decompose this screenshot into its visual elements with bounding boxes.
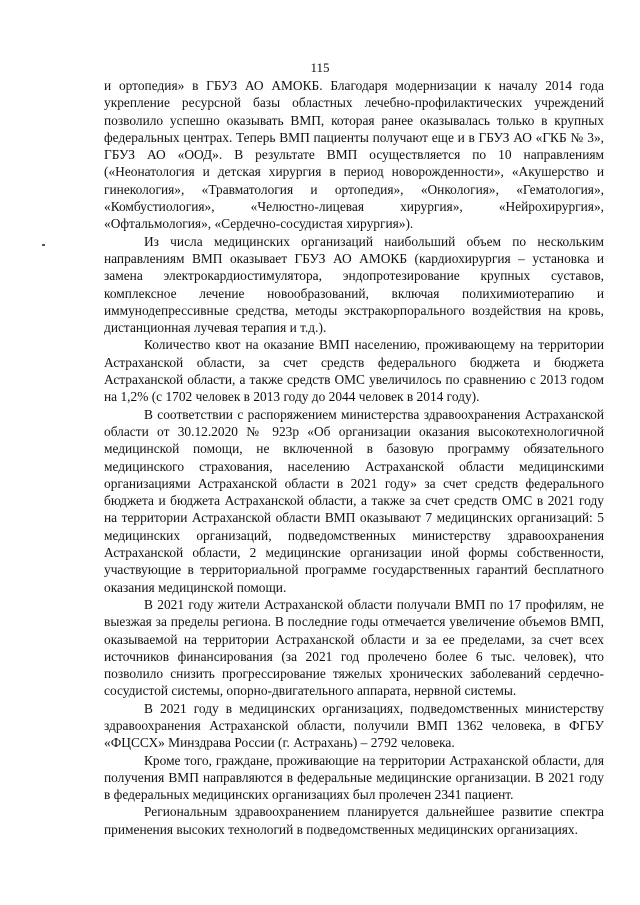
page-number: 115: [310, 60, 330, 75]
body-text: [104, 77, 604, 838]
scan-speck: [42, 244, 45, 246]
paragraph: Из числа медицинских организаций наибольший объем по нескольким направлениям ВМП оказывает ГБУЗ АО АМОКБ (кардиохирургия – установка и замена электрокардиостимулятора, эндопротезирование крупных суставов, комплексное лечение новообразований, включая полихимиотерапию и иммунодепрессивные средства, методы экстракорпорального воздействия на кровь, дистанционная лучевая терапия и т.д.).: [104, 233, 604, 336]
paragraph-continuation: и ортопедия» в ГБУЗ АО АМОКБ. Благодаря модернизации к началу 2014 года укрепление ресурсной базы областных лечебно-профилактических учреждений позволило успешно оказывать ВМП, которая ранее оказывалась только в крупных федеральных центрах. Теперь ВМП пациенты получают еще и в ГБУЗ АО «ГКБ № 3», ГБУЗ АО «ООД». В результате ВМП осуществляется по 10 направлениям («Неонатология и детская хирургия в период новорожденности», «Акушерство и гинекология», «Травматология и ортопедия», «Онкология», «Гематология», «Комбустиология», «Челюстно-лицевая хирургия», «Нейрохирургия», «Офтальмология», «Сердечно-сосудистая хирургия»).: [104, 78, 604, 232]
paragraph: Региональным здравоохранением планируется дальнейшее развитие спектра применения высоких технологий в подведомственных медицинских организациях.: [104, 804, 604, 837]
paragraph: Количество квот на оказание ВМП населению, проживающему на территории Астраханской области, за счет средств федерального бюджета и бюджета Астраханской области, а также средств ОМС увеличилось по сравнению с 2013 годом на 1,2% (с 1702 человек в 2013 году до 2044 человек в 2014 году).: [104, 337, 604, 405]
paragraph: В 2021 году в медицинских организациях, подведомственных министерству здравоохранения Астраханской области, получили ВМП 1362 человека, в ФГБУ «ФЦССХ» Минздрава России (г. Астрахань) – 2792 человека.: [104, 700, 604, 751]
paragraph: Кроме того, граждане, проживающие на территории Астраханской области, для получения ВМП направляются в федеральные медицинские организации. В 2021 году в федеральных медицинских организациях был пролечен 2341 пациент.: [104, 752, 604, 803]
paragraph: В 2021 году жители Астраханской области получали ВМП по 17 профилям, не выезжая за пределы региона. В последние годы отмечается увеличение объемов ВМП, оказываемой на территории Астраханской области и за ее пределами, за счет всех источников финансирования (за 2021 год пролечено более 6 тыс. человек), что позволило снизить прогрессирование тяжелых хронических заболеваний сердечно-сосудистой системы, опорно-двигательного аппарата, нервной системы.: [104, 596, 604, 699]
paragraph: В соответствии с распоряжением министерства здравоохранения Астраханской области от 30.12.2020 № 923р «Об организации оказания высокотехнологичной медицинской помощи, не включенной в базовую программу обязательного медицинского страхования, населению Астраханской области медицинскими организациями Астраханской области в 2021 году» за счет средств федерального бюджета и бюджета Астраханской области, а также за счет средств ОМС в 2021 году на территории Астраханской области ВМП оказывают 7 медицинских организаций: 5 медицинских организаций, подведомственных министерству здравоохранения Астраханской области, 2 медицинские организации иной формы собственности, участвующие в территориальной программе государственных гарантий бесплатного оказания медицинской помощи.: [104, 406, 604, 595]
